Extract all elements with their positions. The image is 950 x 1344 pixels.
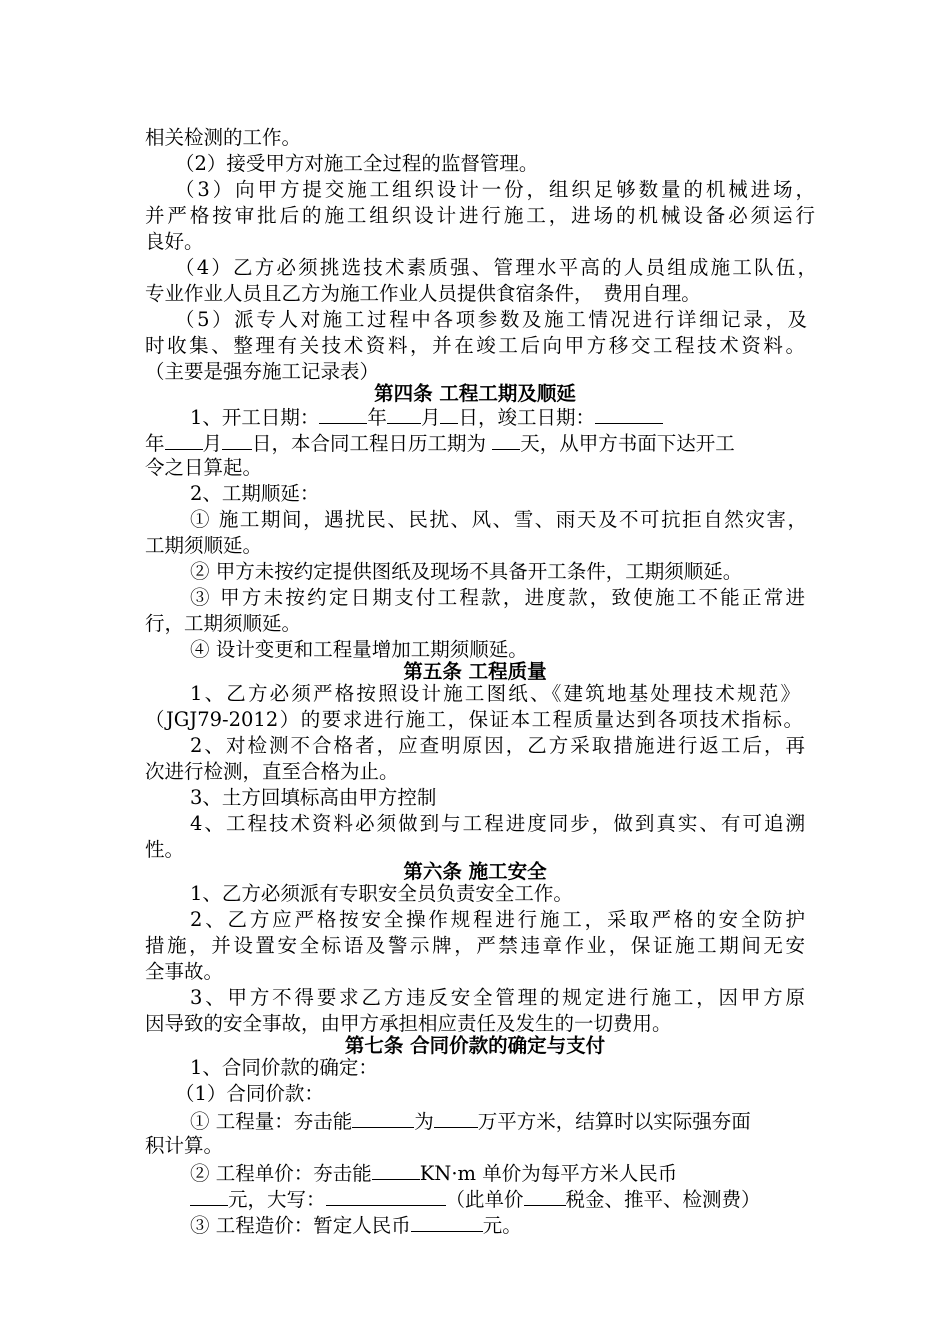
text-line: 并严格按审批后的施工组织设计进行施工，进场的机械设备必须运行 bbox=[145, 204, 815, 227]
blank-underline bbox=[222, 429, 252, 450]
text-line: （JGJ79-2012）的要求进行施工，保证本工程质量达到各项技术指标。 bbox=[145, 708, 803, 731]
text-line: （主要是强夯施工记录表） bbox=[145, 360, 380, 383]
text-span: 1、开工日期： bbox=[190, 406, 320, 429]
text-line: 行，工期须顺延。 bbox=[145, 612, 302, 635]
blank-underline bbox=[372, 1159, 420, 1180]
text-line: （1）合同价款： bbox=[175, 1082, 324, 1105]
text-line bbox=[190, 1107, 860, 1133]
blank-underline bbox=[411, 1211, 483, 1232]
blank-underline bbox=[326, 1185, 446, 1206]
text-line: 良好。 bbox=[145, 230, 204, 253]
text-span: 日，本合同工程日历工期为 bbox=[252, 432, 487, 455]
text-line: 次进行检测，直至合格为止。 bbox=[145, 760, 399, 783]
blank-underline bbox=[434, 1107, 478, 1128]
text-span: 天，从甲方书面下达开工 bbox=[520, 432, 735, 455]
text-span: 月 bbox=[202, 432, 223, 455]
text-span: 月 bbox=[420, 406, 441, 429]
text-line: ③ 甲方未按约定日期支付工程款，进度款，致使施工不能正常进 bbox=[190, 586, 805, 609]
text-span: ③ 工程造价：暂定人民币 bbox=[190, 1214, 411, 1237]
text-line: 措施，并设置安全标语及警示牌，严禁违章作业，保证施工期间无安 bbox=[145, 934, 805, 957]
text-span: 年 bbox=[367, 406, 387, 429]
text-line: ② 甲方未按约定提供图纸及现场不具备开工条件，工期须顺延。 bbox=[190, 560, 743, 583]
text-span: 税金、推平、检测费） bbox=[565, 1188, 761, 1211]
text-line: （5）派专人对施工过程中各项参数及施工情况进行详细记录，及 bbox=[175, 308, 807, 331]
section-heading-4: 第四条 工程工期及顺延 bbox=[374, 382, 576, 405]
text-span: ② 工程单价：夯击能 bbox=[190, 1162, 372, 1185]
text-line: （3）向甲方提交施工组织设计一份，组织足够数量的机械进场， bbox=[175, 178, 815, 201]
text-line: 2、工期顺延： bbox=[190, 482, 320, 505]
text-span: ① 工程量：夯击能 bbox=[190, 1110, 353, 1133]
blank-underline bbox=[190, 1185, 228, 1206]
section-heading-5: 第五条 工程质量 bbox=[403, 660, 547, 683]
text-line: （4）乙方必须挑选技术素质强、管理水平高的人员组成施工队伍， bbox=[175, 256, 817, 279]
text-span: 元。 bbox=[482, 1214, 522, 1237]
blank-underline bbox=[319, 403, 367, 424]
text-line bbox=[145, 429, 815, 455]
text-line: 工期须顺延。 bbox=[145, 534, 263, 557]
text-span: 万平方米，结算时以实际强夯面 bbox=[477, 1110, 751, 1133]
text-line: 积计算。 bbox=[145, 1134, 224, 1157]
text-span: 元，大写： bbox=[228, 1188, 326, 1211]
blank-underline bbox=[524, 1185, 566, 1206]
text-line bbox=[190, 403, 860, 429]
section-heading-7: 第七条 合同价款的确定与支付 bbox=[344, 1034, 606, 1057]
text-line: （2）接受甲方对施工全过程的监督管理。 bbox=[175, 152, 539, 175]
text-line: 4、工程技术资料必须做到与工程进度同步，做到真实、有可追溯 bbox=[190, 812, 805, 835]
text-line: 性。 bbox=[145, 838, 185, 861]
text-line: 时收集、整理有关技术资料，并在竣工后向甲方移交工程技术资料。 bbox=[145, 334, 805, 357]
blank-underline bbox=[492, 429, 520, 450]
blank-underline bbox=[440, 403, 458, 424]
text-line: 3、甲方不得要求乙方违反安全管理的规定进行施工，因甲方原 bbox=[190, 986, 805, 1009]
text-line: 2、对检测不合格者，应查明原因，乙方采取措施进行返工后，再 bbox=[190, 734, 805, 757]
text-line bbox=[190, 1185, 860, 1211]
blank-underline bbox=[595, 403, 663, 424]
text-line: 3、土方回填标高由甲方控制 bbox=[190, 786, 437, 809]
blank-underline bbox=[352, 1107, 414, 1128]
text-line: 因导致的安全事故，由甲方承担相应责任及发生的一切费用。 bbox=[145, 1012, 672, 1035]
text-line: 2、乙方应严格按安全操作规程进行施工，采取严格的安全防护 bbox=[190, 908, 805, 931]
text-span: KN·m 单价为每平方米人民币 bbox=[419, 1162, 678, 1185]
text-line bbox=[190, 1159, 860, 1185]
text-line: 令之日算起。 bbox=[145, 456, 263, 479]
section-heading-6: 第六条 施工安全 bbox=[403, 860, 547, 883]
text-line: ④ 设计变更和工程量增加工期须顺延。 bbox=[190, 638, 528, 661]
text-line: 1、合同价款的确定： bbox=[190, 1056, 378, 1079]
blank-underline bbox=[387, 403, 421, 424]
text-line bbox=[190, 1211, 860, 1237]
text-span: 年 bbox=[145, 432, 165, 455]
text-line: 1、乙方必须派有专职安全员负责安全工作。 bbox=[190, 882, 573, 905]
text-span: （此单价 bbox=[445, 1188, 524, 1211]
text-span: 日，竣工日期： bbox=[458, 406, 595, 429]
text-line: 1、乙方必须严格按照设计施工图纸、《建筑地基处理技术规范》 bbox=[190, 682, 800, 705]
text-span: 为 bbox=[414, 1110, 434, 1133]
text-line: ① 施工期间，遇扰民、民扰、风、雪、雨天及不可抗拒自然灾害， bbox=[190, 508, 807, 531]
text-line: 全事故。 bbox=[145, 960, 224, 983]
text-line: 相关检测的工作。 bbox=[145, 126, 302, 149]
blank-underline bbox=[165, 429, 203, 450]
text-line: 专业作业人员且乙方为施工作业人员提供食宿条件， 费用自理。 bbox=[145, 282, 701, 305]
